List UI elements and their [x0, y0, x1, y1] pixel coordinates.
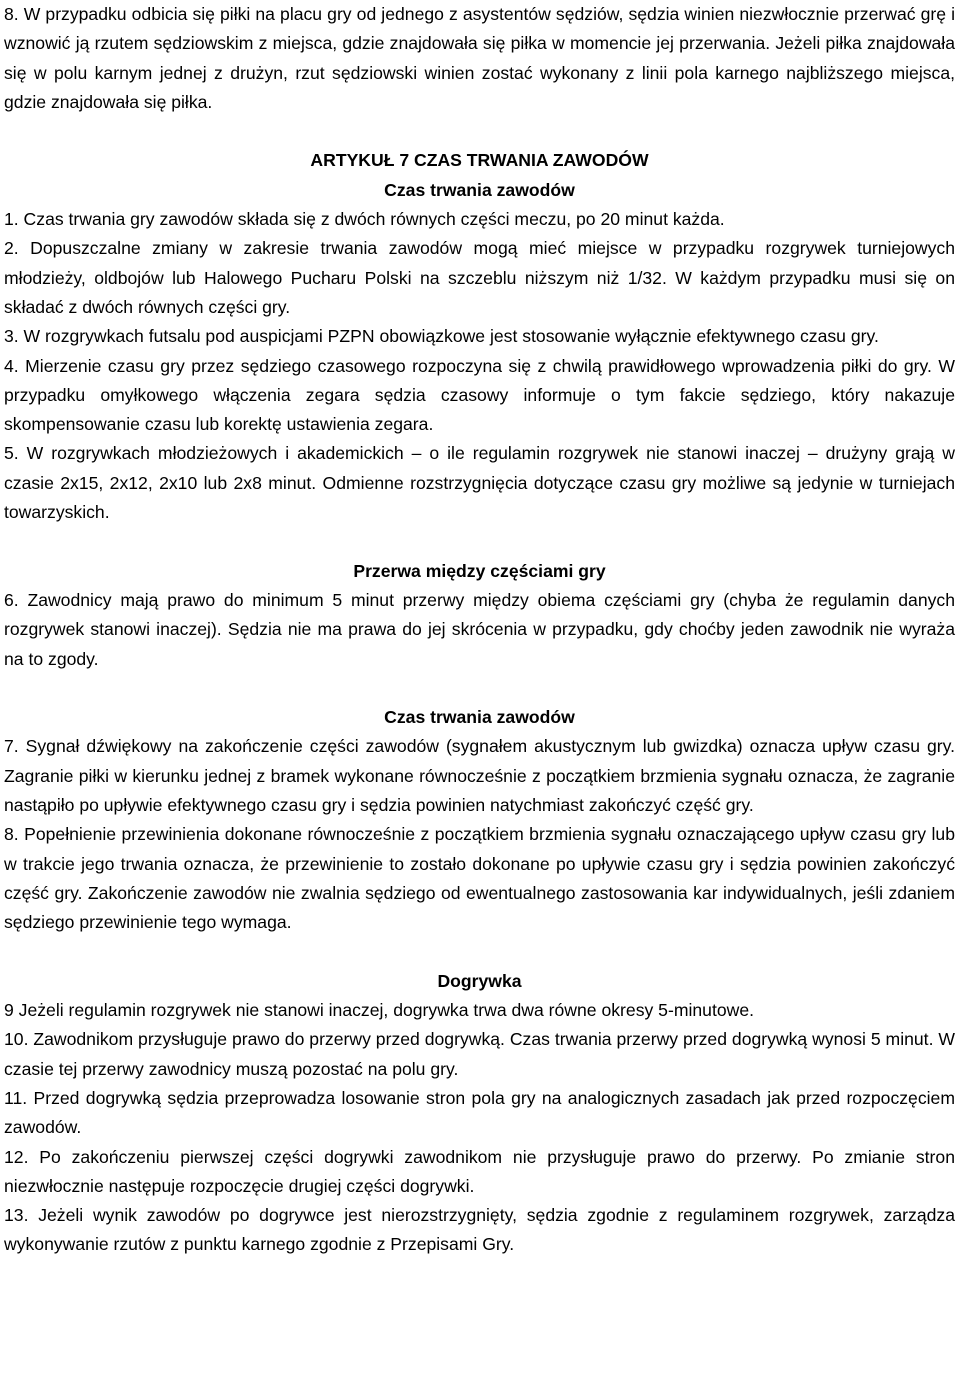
article-title: ARTYKUŁ 7 CZAS TRWANIA ZAWODÓW — [310, 150, 649, 171]
paragraph-7: 7. Sygnał dźwiękowy na zakończenie części zawodów (sygnałem akustycznym lub gwizdka) oznacza upływ czasu gry. Zagranie piłki w kierunku jednej z bramek wykonane równocześnie z początkiem brzmienia sygnału oznacza, że zagranie nastąpiło po upływie efektywnego czasu gry i sędzia powinien natychmiast zakończyć część gry. — [4, 736, 955, 816]
paragraph-6: 6. Zawodnicy mają prawo do minimum 5 minut przerwy między obiema częściami gry (chyba że regulamin danych rozgrywek stanowi inaczej). Sędzia nie ma prawa do jej skrócenia w przypadku, gdy choćby jeden zawodnik nie wyraża na to zgody. — [4, 589, 955, 669]
section-heading-czas-trwania: Czas trwania zawodów — [384, 179, 575, 200]
paragraph-8-top: 8. W przypadku odbicia się piłki na placu gry od jednego z asystentów sędziów, sędzia winien niezwłocznie przerwać grę i wznowić ją rzutem sędziowskim z miejsca, gdzie znajdowała się piłka w momencie jej przerwania. Jeżeli piłka znajdowała się w polu karnym jednej z drużyn, rzut sędziowski winien zostać wykonany z linii pola karnego najbliższego miejsca, gdzie znajdowała się piłka. — [4, 4, 955, 112]
paragraph-1: 1. Czas trwania gry zawodów składa się z dwóch równych części meczu, po 20 minut każda. — [4, 209, 725, 230]
section-heading-przerwa: Przerwa między częściami gry — [353, 560, 606, 581]
section-heading-dogrywka: Dogrywka — [437, 970, 522, 991]
spacer — [4, 117, 955, 146]
paragraph-9: 9 Jeżeli regulamin rozgrywek nie stanowi inaczej, dogrywka trwa dwa równe okresy 5-minutowe. — [4, 1000, 755, 1021]
paragraph-4: 4. Mierzenie czasu gry przez sędziego czasowego rozpoczyna się z chwilą prawidłowego wprowadzenia piłki do gry. W przypadku omyłkowego włączenia zegara sędzia czasowy informuje o tym fakcie sędziego, który nakazuje skompensowanie czasu lub korektę ustawienia zegara. — [4, 355, 955, 435]
spacer — [4, 527, 955, 556]
paragraph-11: 11. Przed dogrywką sędzia przeprowadza losowanie stron pola gry na analogicznych zasadach jak przed rozpoczęciem zawodów. — [4, 1087, 955, 1138]
paragraph-5: 5. W rozgrywkach młodzieżowych i akademickich – o ile regulamin rozgrywek nie stanowi inaczej – drużyny grają w czasie 2x15, 2x12, 2x10 lub 2x8 minut. Odmienne rozstrzygnięcia dotyczące czasu gry możliwe są jedynie w turniejach towarzyskich. — [4, 443, 955, 523]
section-heading-czas-trwania-2: Czas trwania zawodów — [384, 707, 575, 728]
paragraph-8: 8. Popełnienie przewinienia dokonane równocześnie z początkiem brzmienia sygnału oznaczającego upływ czasu gry lub w trakcie jego trwania oznacza, że przewinienie to zostało dokonane po upływie czasu gry i sędzia powinien zakończyć część gry. Zakończenie zawodów nie zwalnia sędziego od ewentualnego zastosowania kar indywidualnych, jeśli zdaniem sędziego przewinienie tego wymaga. — [4, 824, 955, 933]
document-page — [4, 0, 955, 1260]
paragraph-2: 2. Dopuszczalne zmiany w zakresie trwania zawodów mogą mieć miejsce w przypadku rozgrywek turniejowych młodzieży, oldbojów lub Halowego Pucharu Polski na szczeblu niższym niż 1/32. W każdym przypadku musi się on składać z dwóch równych części gry. — [4, 238, 955, 317]
paragraph-13: 13. Jeżeli wynik zawodów po dogrywce jest nierozstrzygnięty, sędzia zgodnie z regulaminem rozgrywek, zarządza wykonywanie rzutów z punktu karnego zgodnie z Przepisami Gry. — [4, 1205, 955, 1255]
spacer — [4, 938, 955, 967]
paragraph-10: 10. Zawodnikom przysługuje prawo do przerwy przed dogrywką. Czas trwania przerwy przed dogrywką wynosi 5 minut. W czasie tej przerwy zawodnicy muszą pozostać na polu gry. — [4, 1029, 955, 1079]
spacer — [4, 674, 955, 703]
paragraph-3: 3. W rozgrywkach futsalu pod auspicjami PZPN obowiązkowe jest stosowanie wyłącznie efektywnego czasu gry. — [4, 326, 879, 347]
paragraph-12: 12. Po zakończeniu pierwszej części dogrywki zawodnikom nie przysługuje prawo do przerwy. Po zmianie stron niezwłocznie następuje rozpoczęcie drugiej części dogrywki. — [4, 1146, 955, 1196]
